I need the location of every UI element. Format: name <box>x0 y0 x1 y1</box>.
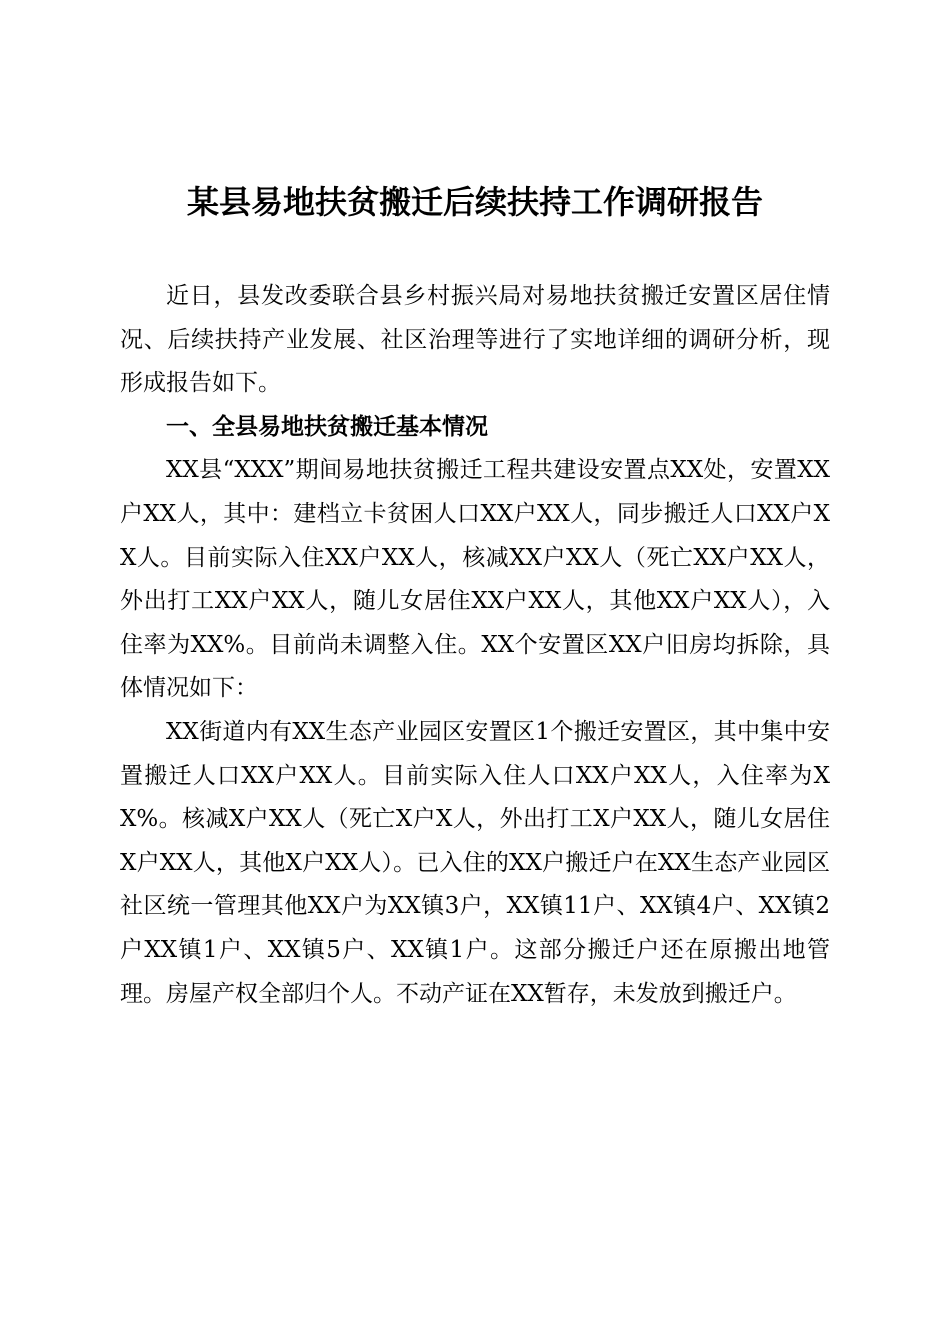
document-body <box>120 275 830 1016</box>
section-heading: 一、全县易地扶贫搬迁基本情况 <box>166 413 488 440</box>
body-paragraph: XX街道内有XX生态产业园区安置区1个搬迁安置区，其中集中安置搬迁人口XX户XX人。目前实际入住人口XX户XX人，入住率为XX%。核减X户XX人（死亡X户X人，外出打工X户XX人，随儿女居住X户XX人，其他X户XX人）。已入住的XX户搬迁户在XX生态产业园区社区统一管理其他XX户为XX镇3户，XX镇11户、XX镇4户、XX镇2户XX镇1户、XX镇5户、XX镇1户。这部分搬迁户还在原搬出地管理。房屋产权全部归个人。不动产证在XX暂存，未发放到搬迁户。 <box>120 718 830 1007</box>
intro-paragraph: 近日，县发改委联合县乡村振兴局对易地扶贫搬迁安置区居住情况、后续扶持产业发展、社区治理等进行了实地详细的调研分析，现形成报告如下。 <box>120 283 830 397</box>
document-title: 某县易地扶贫搬迁后续扶持工作调研报告 <box>186 183 763 221</box>
body-paragraph: XX县“XXX”期间易地扶贫搬迁工程共建设安置点XX处，安置XX户XX人，其中：建档立卡贫困人口XX户XX人，同步搬迁人口XX户XX人。目前实际入住XX户XX人，核减XX户XX人（死亡XX户XX人，外出打工XX户XX人，随儿女居住XX户XX人，其他XX户XX人），入住率为XX%。目前尚未调整入住。XX个安置区XX户旧房均拆除，具体情况如下： <box>120 457 830 702</box>
